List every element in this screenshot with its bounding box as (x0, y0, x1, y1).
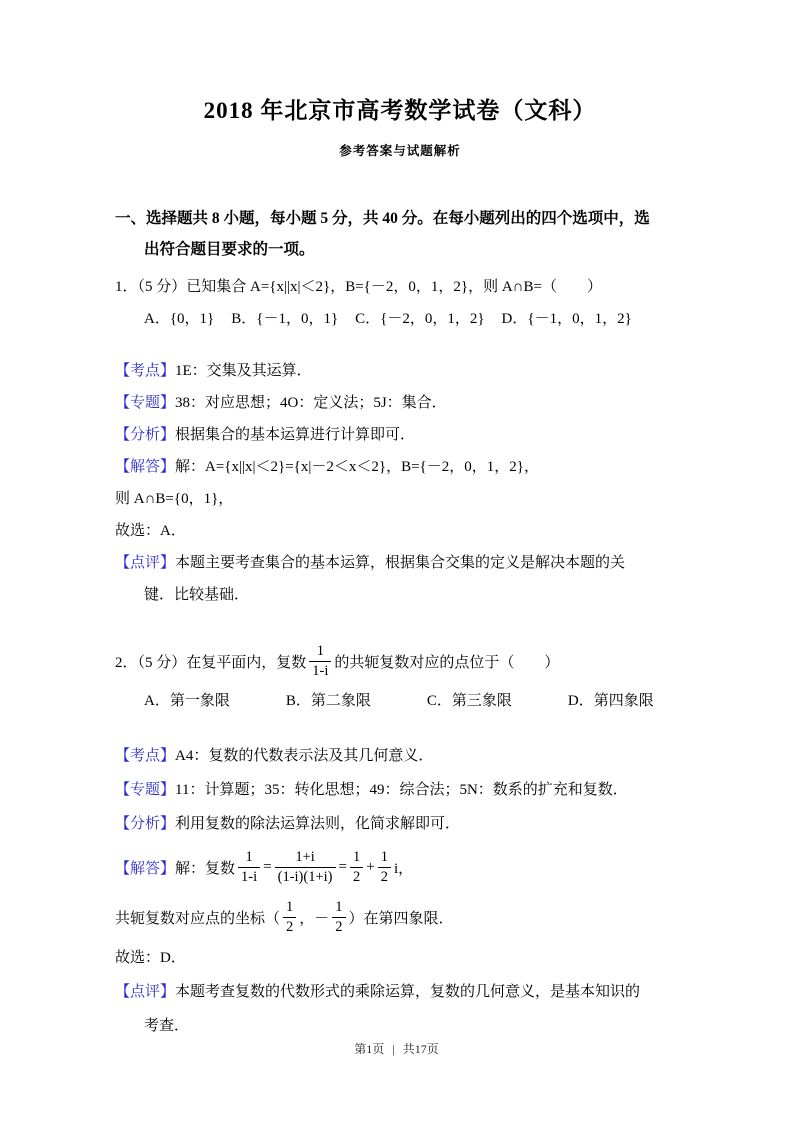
page-title: 2018 年北京市高考数学试卷（文科） (203, 98, 597, 123)
coords-pre: 共轭复数对应点的坐标（ (115, 910, 281, 927)
jieda-tail: i， (393, 860, 414, 877)
kaodian-tag: 【考点】 (115, 748, 176, 764)
fraction-denominator: 2 (352, 868, 361, 885)
equals-sign: = (338, 858, 347, 875)
section-heading-line2: 出符合题目要求的一项。 (144, 241, 315, 258)
fraction-numerator: 1 (350, 848, 363, 867)
zhuanti-text: 38：对应思想；4O：定义法；5J：集合． (175, 395, 447, 411)
fraction-denominator: 1-i (241, 868, 258, 885)
coords-mid: ，－ (299, 910, 330, 927)
kaodian-text: A4：复数的代数表示法及其几何意义． (175, 748, 434, 764)
footer-total-pages: 共17页 (402, 1042, 439, 1056)
question-1-stem: 1．（5 分）已知集合 A={x||x|＜2}，B={－2，0，1，2}，则 A∩B=（ ） (115, 279, 602, 295)
section-heading (115, 203, 685, 265)
question-1 (115, 271, 685, 611)
answer-line: 故选：D． (115, 950, 186, 966)
stem-pre: 2．（5 分）在复平面内，复数 (115, 654, 307, 671)
option-c: C．{－2，0，1，2} (355, 311, 485, 327)
dianping-tag: 【点评】 (115, 984, 176, 1000)
jieda-text: 解：A={x||x|＜2}={x|－2＜x＜2}，B={－2，0，1，2}， (175, 459, 539, 475)
zhuanti-tag: 【专题】 (115, 395, 176, 411)
option-d: D．{－1，0，1，2} (501, 311, 632, 327)
fraction (275, 848, 336, 885)
kaodian-tag: 【考点】 (115, 363, 176, 379)
jieda-line (115, 451, 685, 483)
fraction (332, 898, 345, 935)
footer-separator: | (392, 1042, 395, 1056)
fraction-numerator: 1 (238, 848, 260, 867)
kaodian-line (115, 355, 685, 387)
jieda-line2 (115, 893, 685, 941)
question-2 (115, 637, 685, 1043)
fraction-numerator: 1+i (275, 848, 336, 867)
fenxi-line (115, 807, 685, 841)
fraction (378, 848, 391, 885)
section-heading-line1: 一、选择题共 8 小题，每小题 5 分，共 40 分。在每小题列出的四个选项中，选 (115, 210, 650, 227)
dianping-line2: 考查． (144, 1018, 190, 1034)
answer-line: 故选：A． (115, 523, 186, 539)
dianping-text: 本题主要考查集合的基本运算，根据集合交集的定义是解决本题的关 (175, 555, 626, 571)
fenxi-text: 根据集合的基本运算进行计算即可． (175, 427, 416, 443)
dianping-tag: 【点评】 (115, 555, 176, 571)
jieda-pre: 解：复数 (175, 860, 236, 877)
fenxi-line (115, 419, 685, 451)
fraction (238, 848, 260, 885)
fraction (309, 642, 331, 679)
option-a: A．第一象限 (144, 693, 230, 709)
coords-post: ）在第四象限． (348, 910, 454, 927)
question-2-options (115, 685, 685, 717)
fenxi-tag: 【分析】 (115, 816, 176, 832)
zhuanti-line (115, 387, 685, 419)
fraction-numerator: 1 (283, 898, 296, 917)
zhuanti-line (115, 773, 685, 807)
stem-post: 的共轭复数对应的点位于（ ） (334, 654, 560, 671)
fraction (283, 898, 296, 935)
jieda-formula-line (115, 841, 685, 893)
question-1-analysis (115, 355, 685, 611)
kaodian-text: 1E：交集及其运算． (175, 363, 312, 379)
fraction (350, 848, 363, 885)
zhuanti-text: 11：计算题；35：转化思想；49：综合法；5N：数系的扩充和复数． (175, 782, 628, 798)
question-2-stem (115, 637, 685, 685)
fraction-denominator: 2 (286, 918, 294, 935)
fenxi-tag: 【分析】 (115, 427, 176, 443)
dianping-line (115, 975, 685, 1009)
question-2-analysis (115, 739, 685, 1043)
dianping-line2: 键．比较基础． (144, 587, 250, 603)
dianping-text: 本题考查复数的代数形式的乘除运算，复数的几何意义，是基本知识的 (175, 984, 641, 1000)
option-c: C．第三象限 (426, 693, 512, 709)
page-content (0, 92, 793, 1043)
equals-sign: = (263, 858, 272, 875)
fraction-numerator: 1 (332, 898, 345, 917)
fraction-numerator: 1 (309, 642, 331, 661)
kaodian-line (115, 739, 685, 773)
fenxi-text: 利用复数的除法运算法则，化简求解即可． (175, 816, 461, 832)
option-b: B．第二象限 (285, 693, 371, 709)
page-footer (0, 1040, 793, 1057)
fraction-numerator: 1 (378, 848, 391, 867)
option-b: B．{－1，0，1} (231, 311, 339, 327)
option-d: D．第四象限 (567, 693, 654, 709)
jieda-tag: 【解答】 (115, 459, 176, 475)
jieda-tag: 【解答】 (115, 860, 176, 877)
option-a: A．{0，1} (144, 311, 215, 327)
fraction-denominator: 1-i (312, 662, 329, 679)
fraction-denominator: 2 (380, 868, 388, 885)
plus-sign: + (366, 858, 375, 875)
footer-current-page: 第1页 (354, 1042, 385, 1056)
fraction-denominator: (1-i)(1+i) (277, 868, 333, 885)
jieda-line2: 则 A∩B={0，1}， (115, 491, 234, 507)
fraction-denominator: 2 (335, 918, 343, 935)
zhuanti-tag: 【专题】 (115, 782, 176, 798)
page-subtitle: 参考答案与试题解析 (339, 144, 461, 158)
question-1-options (115, 303, 685, 335)
dianping-line (115, 547, 685, 579)
